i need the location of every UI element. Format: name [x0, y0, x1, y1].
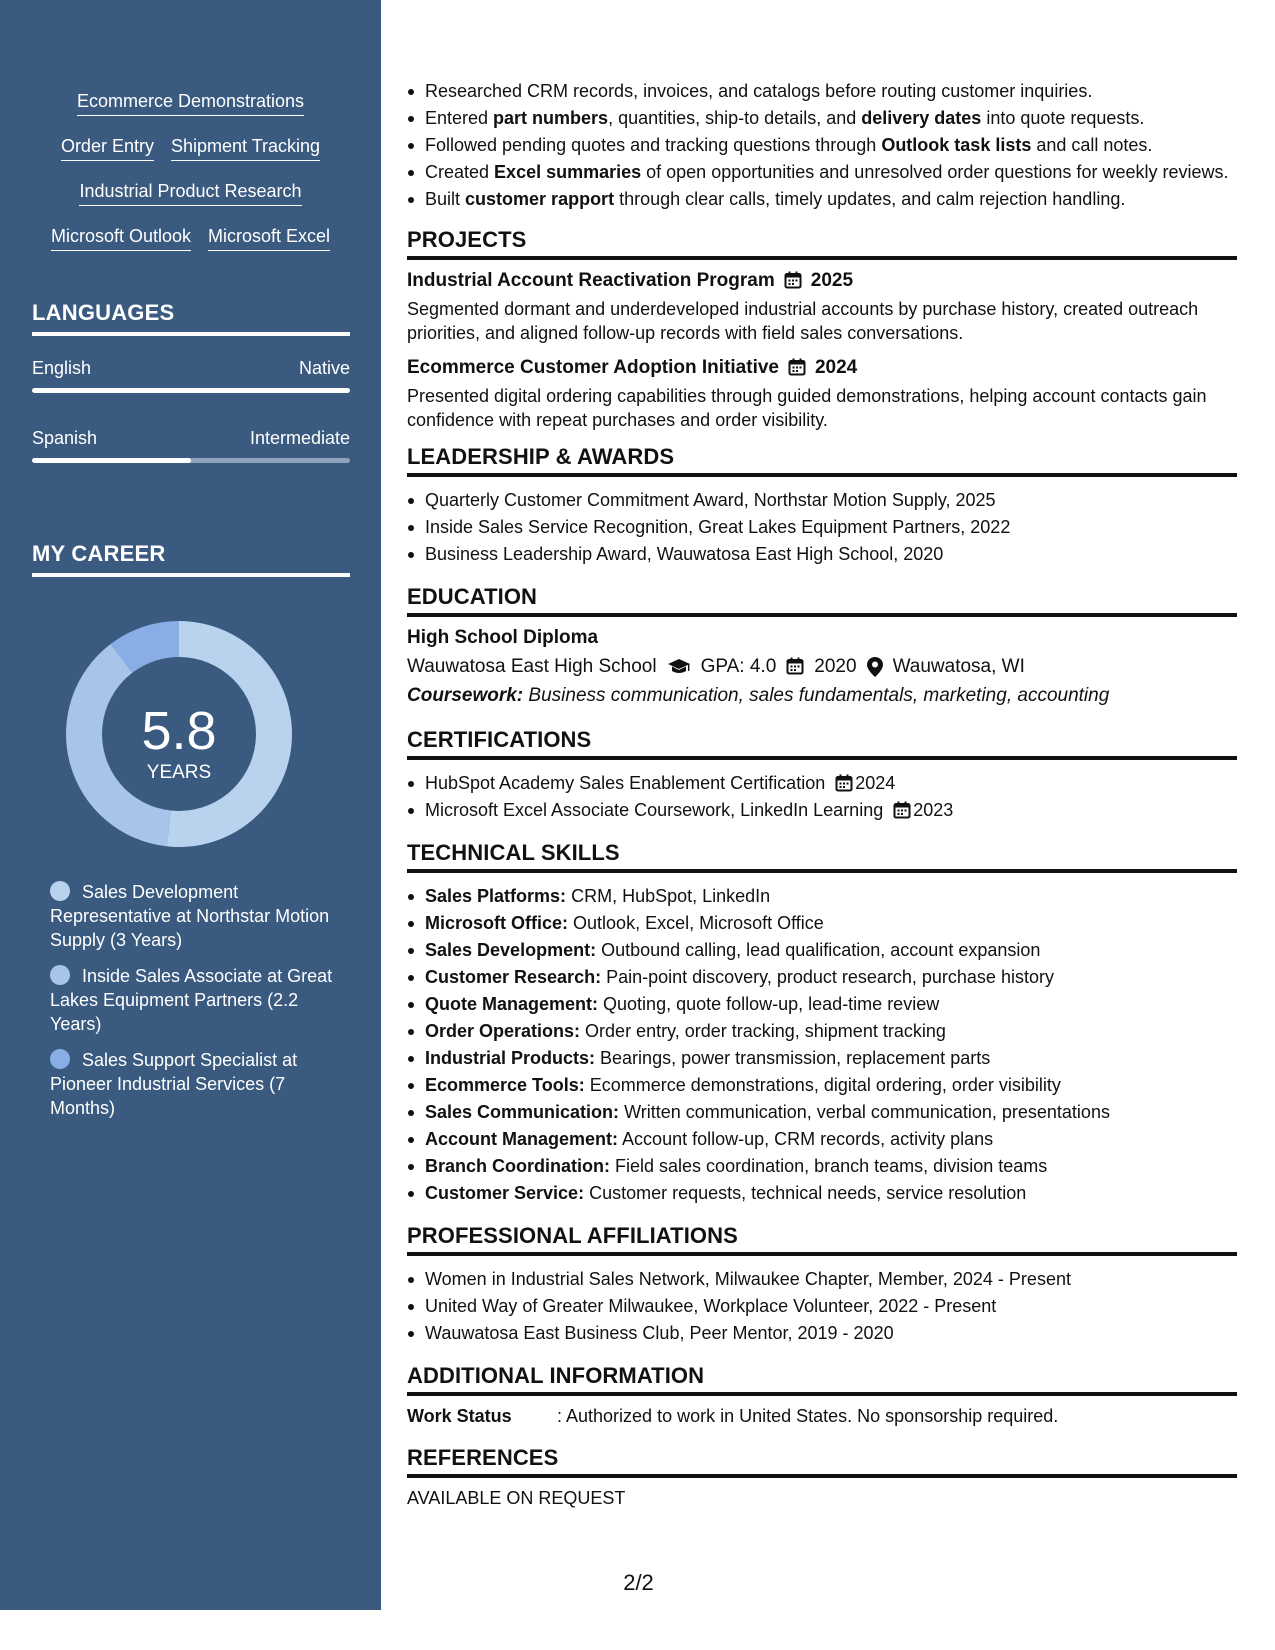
career-item [50, 880, 340, 952]
skill-values: Bearings, power transmission, replacement parts [600, 1048, 991, 1068]
experience-bullet [425, 78, 1237, 105]
awards-heading: LEADERSHIP & AWARDS [407, 444, 1237, 477]
education-degree: High School Diploma [407, 627, 599, 648]
career-total: 5.8 [141, 701, 217, 761]
skill-values: Account follow-up, CRM records, activity plans [622, 1129, 994, 1149]
language-bar-fill [32, 388, 350, 393]
affiliation-item: Women in Industrial Sales Network, Milwaukee Chapter, Member, 2024 - Present [425, 1266, 1237, 1293]
awards-list [407, 487, 1237, 568]
skill-category: Microsoft Office: [425, 913, 569, 933]
bullet-text: and call notes. [1031, 135, 1153, 155]
skill-category: Customer Research: [425, 967, 602, 987]
bullet-text: through clear calls, timely updates, and calm rejection handling. [614, 189, 1126, 209]
calendar-icon [788, 357, 806, 379]
language-name: Spanish [32, 428, 98, 448]
education-gpa: GPA: 4.0 [700, 656, 777, 677]
certification-name: HubSpot Academy Sales Enablement Certification [425, 773, 826, 793]
bullet-keyword: Excel summaries [494, 162, 642, 182]
technical-skill-item [425, 1126, 1237, 1153]
technical-skill-item [425, 1099, 1237, 1126]
skill-values: Order entry, order tracking, shipment tracking [585, 1021, 946, 1041]
projects-heading: PROJECTS [407, 227, 1237, 260]
language-level: Native [298, 358, 350, 378]
bullet-text: Created [425, 162, 495, 182]
bullet-keyword: Outlook task lists [881, 135, 1032, 155]
language-english [32, 357, 350, 393]
technical-skill-item [425, 937, 1237, 964]
bullet-text: of open opportunities and unresolved order questions for weekly reviews. [641, 162, 1229, 182]
technical-skill-item [425, 1153, 1237, 1180]
career-heading: MY CAREER [32, 541, 350, 577]
experience-bullets [407, 78, 1237, 213]
skill-tag: Microsoft Outlook [51, 225, 191, 251]
award-item: Business Leadership Award, Wauwatosa East High School, 2020 [425, 541, 1237, 568]
career-dot-icon [50, 1049, 70, 1069]
education-year: 2020 [814, 656, 857, 677]
bullet-text: Researched CRM records, invoices, and catalogs before routing customer inquiries. [425, 81, 1093, 101]
sidebar [0, 0, 381, 1610]
technical-skills-heading: TECHNICAL SKILLS [407, 840, 1237, 873]
calendar-icon [786, 656, 804, 678]
education-school: Wauwatosa East High School [407, 656, 657, 677]
career-item-text: Sales Support Specialist at Pioneer Industrial Services (7 Months) [50, 1050, 298, 1118]
skill-category: Sales Communication: [425, 1102, 620, 1122]
award-item: Quarterly Customer Commitment Award, Northstar Motion Supply, 2025 [425, 487, 1237, 514]
project-item [407, 270, 1237, 345]
graduation-cap-icon [667, 658, 691, 676]
project-year: 2024 [814, 357, 858, 378]
additional-info-heading: ADDITIONAL INFORMATION [407, 1363, 1237, 1396]
education-coursework [407, 685, 1237, 707]
skill-values: Written communication, verbal communication, presentations [624, 1102, 1110, 1122]
project-item [407, 357, 1237, 432]
technical-skill-item [425, 910, 1237, 937]
language-bar [32, 458, 350, 463]
experience-bullet [425, 105, 1237, 132]
skill-tag-row [0, 225, 381, 251]
skill-category: Ecommerce Tools: [425, 1075, 585, 1095]
language-bar-fill [32, 458, 191, 463]
skill-category: Sales Platforms: [425, 886, 567, 906]
bullet-keyword: part numbers [493, 108, 609, 128]
education-heading: EDUCATION [407, 584, 1237, 617]
certification-item [425, 770, 1237, 797]
technical-skill-item [425, 1018, 1237, 1045]
skill-values: CRM, HubSpot, LinkedIn [571, 886, 771, 906]
skill-tag: Microsoft Excel [208, 225, 330, 251]
skill-tag-row [0, 135, 381, 161]
skill-values: Pain-point discovery, product research, purchase history [606, 967, 1054, 987]
experience-bullet [425, 186, 1237, 213]
technical-skill-item [425, 1045, 1237, 1072]
skill-values: Ecommerce demonstrations, digital ordering, order visibility [589, 1075, 1061, 1095]
skill-tag: Industrial Product Research [79, 180, 301, 206]
career-item-text: Sales Development Representative at Northstar Motion Supply (3 Years) [50, 882, 330, 950]
skill-category: Account Management: [425, 1129, 619, 1149]
language-bar [32, 388, 350, 393]
bullet-text: Followed pending quotes and tracking questions through [425, 135, 882, 155]
project-name: Ecommerce Customer Adoption Initiative [407, 357, 779, 378]
bullet-keyword: customer rapport [465, 189, 615, 209]
skill-category: Customer Service: [425, 1183, 585, 1203]
affiliation-item: Wauwatosa East Business Club, Peer Mentor, 2019 - 2020 [425, 1320, 1237, 1347]
language-name: English [32, 358, 92, 378]
award-item: Inside Sales Service Recognition, Great Lakes Equipment Partners, 2022 [425, 514, 1237, 541]
skill-tag: Order Entry [61, 135, 154, 161]
skill-values: Outbound calling, lead qualification, account expansion [601, 940, 1041, 960]
skill-category: Order Operations: [425, 1021, 581, 1041]
career-donut-chart [66, 621, 292, 847]
technical-skill-item [425, 964, 1237, 991]
calendar-icon [835, 773, 853, 793]
skill-tag-row [0, 90, 381, 116]
page-number: 2/2 [623, 1570, 654, 1595]
project-name: Industrial Account Reactivation Program [407, 270, 775, 291]
affiliations-list [407, 1266, 1237, 1347]
certification-name: Microsoft Excel Associate Coursework, LinkedIn Learning [425, 800, 884, 820]
skill-values: Quoting, quote follow-up, lead-time review [603, 994, 940, 1014]
skill-values: Customer requests, technical needs, service resolution [589, 1183, 1027, 1203]
career-dot-icon [50, 881, 70, 901]
experience-bullet [425, 159, 1237, 186]
references-text: AVAILABLE ON REQUEST [407, 1488, 626, 1508]
work-status-value: : Authorized to work in United States. No sponsorship required. [557, 1406, 1059, 1426]
project-description: Segmented dormant and underdeveloped industrial accounts by purchase history, created outreach priorities, and aligned follow-up records with field sales conversations. [407, 299, 1199, 343]
career-unit: YEARS [146, 762, 212, 783]
bullet-keyword: delivery dates [861, 108, 982, 128]
career-item [50, 1048, 340, 1120]
affiliations-heading: PROFESSIONAL AFFILIATIONS [407, 1223, 1237, 1256]
skill-category: Industrial Products: [425, 1048, 596, 1068]
education-location: Wauwatosa, WI [892, 656, 1025, 677]
certifications-list [407, 770, 1237, 824]
language-spanish [32, 427, 350, 463]
technical-skills-list [407, 883, 1237, 1207]
skill-tag-row [0, 180, 381, 206]
coursework-text: Business communication, sales fundamentals, marketing, accounting [528, 685, 1110, 706]
bullet-text: Entered [425, 108, 494, 128]
skill-category: Branch Coordination: [425, 1156, 610, 1176]
certification-year: 2024 [855, 773, 896, 793]
career-list [50, 880, 340, 1132]
skill-values: Outlook, Excel, Microsoft Office [573, 913, 824, 933]
skill-values: Field sales coordination, branch teams, division teams [615, 1156, 1048, 1176]
education-details [407, 656, 1237, 678]
bullet-text: , quantities, ship-to details, and [608, 108, 862, 128]
location-pin-icon [867, 657, 883, 677]
career-item-text: Inside Sales Associate at Great Lakes Equipment Partners (2.2 Years) [50, 966, 333, 1034]
career-dot-icon [50, 965, 70, 985]
affiliation-item: United Way of Greater Milwaukee, Workplace Volunteer, 2022 - Present [425, 1293, 1237, 1320]
languages-heading: LANGUAGES [32, 300, 350, 336]
technical-skill-item [425, 991, 1237, 1018]
work-status-label: Work Status [407, 1406, 512, 1426]
calendar-icon [893, 800, 911, 820]
language-level: Intermediate [249, 428, 350, 448]
technical-skill-item [425, 1180, 1237, 1207]
certifications-heading: CERTIFICATIONS [407, 727, 1237, 760]
technical-skill-item [425, 1072, 1237, 1099]
certification-item [425, 797, 1237, 824]
skill-category: Sales Development: [425, 940, 597, 960]
skill-category: Quote Management: [425, 994, 599, 1014]
technical-skill-item [425, 883, 1237, 910]
career-item [50, 964, 340, 1036]
project-description: Presented digital ordering capabilities through guided demonstrations, helping account contacts gain confidence with repeat purchases and order visibility. [407, 386, 1207, 430]
work-status-row [407, 1406, 1237, 1427]
bullet-text: into quote requests. [981, 108, 1145, 128]
skill-tag: Ecommerce Demonstrations [77, 90, 304, 116]
bullet-text: Built [425, 189, 466, 209]
main-content [407, 0, 1237, 1509]
references-heading: REFERENCES [407, 1445, 1237, 1478]
project-year: 2025 [810, 270, 854, 291]
calendar-icon [784, 270, 802, 292]
coursework-label: Coursework: [407, 685, 524, 706]
certification-year: 2023 [913, 800, 954, 820]
experience-bullet [425, 132, 1237, 159]
skill-tag: Shipment Tracking [171, 135, 320, 161]
